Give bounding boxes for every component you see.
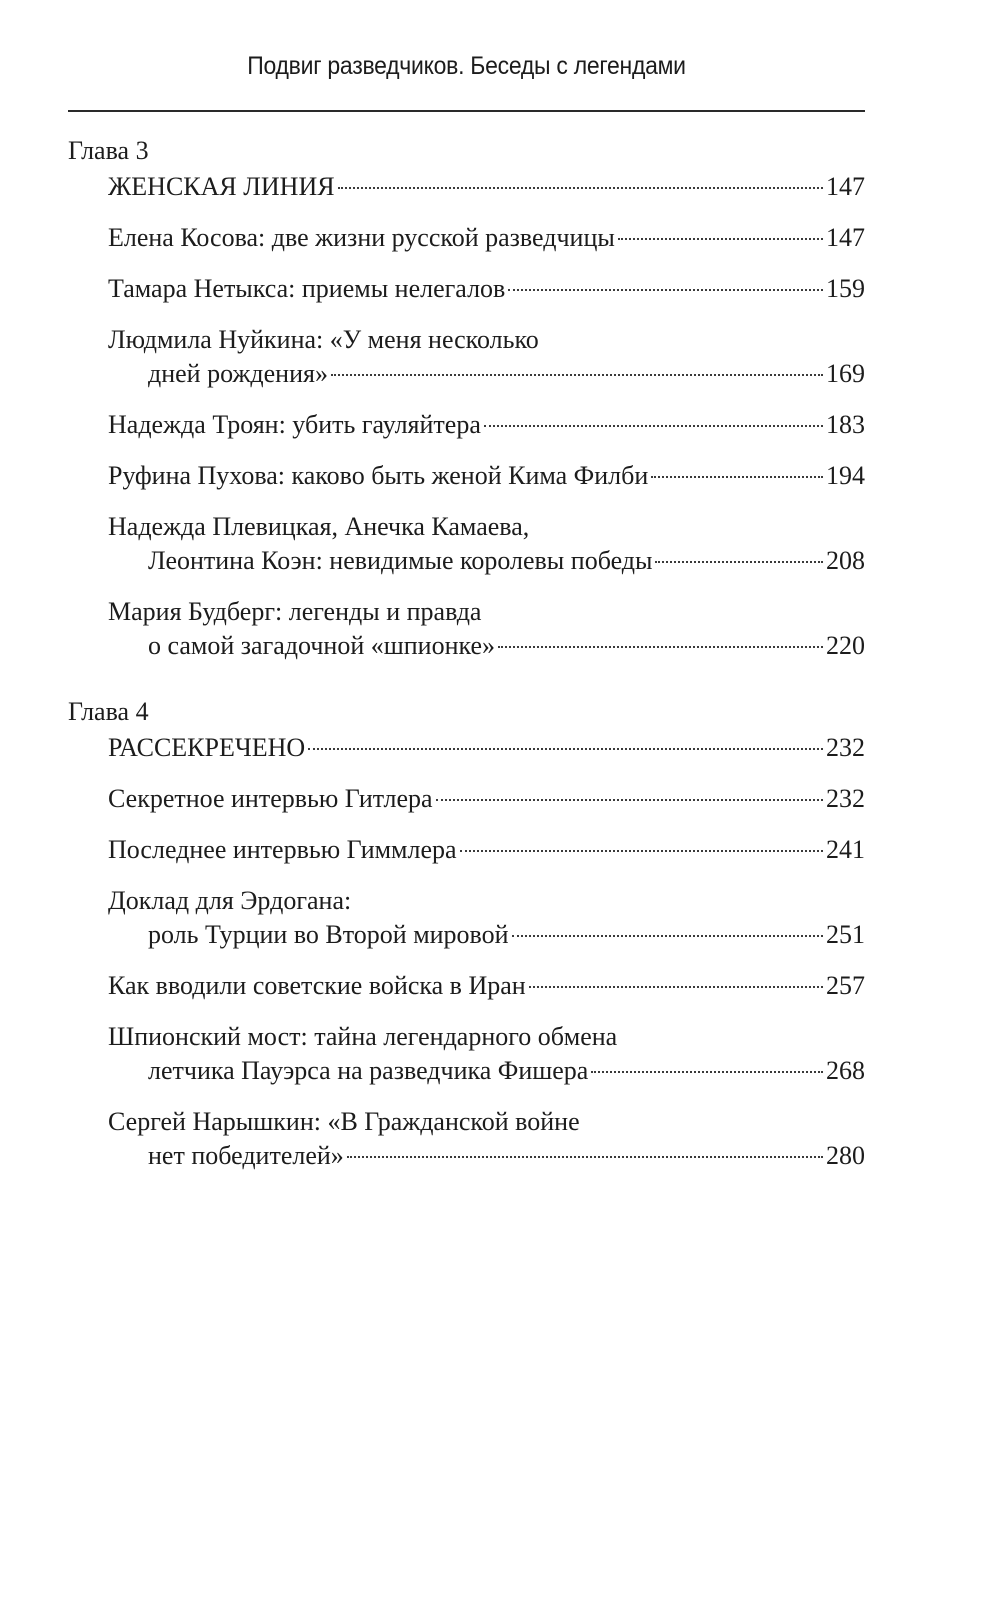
toc-entry[interactable] — [108, 510, 865, 578]
page-number: 147 — [826, 223, 865, 252]
page-number: 241 — [826, 835, 865, 864]
dot-leader — [512, 935, 823, 937]
entry-title-line: Надежда Плевицкая, Анечка Камаева, — [108, 512, 530, 541]
entry-leader-line — [108, 170, 865, 204]
entry-title-line: дней рождения» — [148, 359, 328, 388]
entry-leader-line — [108, 1054, 865, 1088]
entry-leader-line — [108, 1139, 865, 1173]
dot-leader — [331, 374, 823, 376]
entry-leader-line — [108, 969, 865, 1003]
toc-entry[interactable] — [108, 323, 865, 391]
entry-leader-line — [108, 629, 865, 663]
dot-leader — [347, 1156, 823, 1158]
dot-leader — [338, 187, 823, 189]
toc-entry[interactable] — [108, 833, 865, 867]
page-number: 159 — [826, 274, 865, 303]
entry-leader-line — [108, 731, 865, 765]
entry-title-line: о самой загадочной «шпионке» — [148, 631, 496, 660]
entry-title-line: Секретное интервью Гитлера — [108, 784, 433, 813]
entry-leader-line — [108, 357, 865, 391]
toc-entry[interactable] — [108, 782, 865, 816]
chapter-label: Глава 4 — [68, 697, 149, 726]
toc-entry[interactable] — [108, 459, 865, 493]
entry-title-line: Елена Косова: две жизни русской разведчицы — [108, 223, 615, 252]
page-number: 194 — [826, 461, 865, 490]
entry-title-line: Последнее интервью Гиммлера — [108, 835, 457, 864]
page-number: 147 — [826, 172, 865, 201]
entry-title-line: роль Турции во Второй мировой — [148, 920, 509, 949]
page-number: 169 — [826, 359, 865, 388]
page-number: 280 — [826, 1141, 865, 1170]
page-number: 251 — [826, 920, 865, 949]
dot-leader — [651, 476, 823, 478]
entry-leader-line — [108, 918, 865, 952]
dot-leader — [498, 646, 823, 648]
dot-leader — [618, 238, 823, 240]
entry-title-line: Людмила Нуйкина: «У меня несколько — [108, 325, 539, 354]
entry-title-line: нет победителей» — [148, 1141, 344, 1170]
chapter-block — [68, 693, 865, 1173]
page-number: 268 — [826, 1056, 865, 1085]
toc-entry[interactable] — [108, 408, 865, 442]
dot-leader — [436, 799, 823, 801]
entry-leader-line — [108, 408, 865, 442]
entry-leader-line — [108, 459, 865, 493]
page-number: 208 — [826, 546, 865, 575]
entry-title-line: Леонтина Коэн: невидимые королевы победы — [148, 546, 653, 575]
toc-entry[interactable] — [108, 969, 865, 1003]
entry-title-line: РАССЕКРЕЧЕНО — [108, 733, 306, 762]
page-number: 257 — [826, 971, 865, 1000]
entry-leader-line — [108, 833, 865, 867]
entry-leader-line — [108, 221, 865, 255]
toc-entry[interactable] — [108, 272, 865, 306]
dot-leader — [460, 850, 823, 852]
entry-leader-line — [108, 544, 865, 578]
entry-leader-line — [108, 272, 865, 306]
dot-leader — [591, 1071, 823, 1073]
entry-leader-line — [108, 782, 865, 816]
entry-title-line: Шпионский мост: тайна легендарного обмена — [108, 1022, 618, 1051]
entry-title-line: Сергей Нарышкин: «В Гражданской войне — [108, 1107, 580, 1136]
page-number: 220 — [826, 631, 865, 660]
toc-entry[interactable] — [108, 884, 865, 952]
toc-entry[interactable] — [108, 595, 865, 663]
table-of-contents — [68, 132, 865, 1173]
page-number: 232 — [826, 784, 865, 813]
toc-section-entry[interactable] — [108, 170, 865, 204]
entry-title-line: Тамара Нетыкса: приемы нелегалов — [108, 274, 506, 303]
running-title: Подвиг разведчиков. Беседы с легендами — [247, 52, 686, 80]
header-rule — [68, 110, 865, 112]
entry-title-line: Доклад для Эрдогана: — [108, 886, 352, 915]
dot-leader — [655, 561, 823, 563]
toc-entry[interactable] — [108, 1020, 865, 1088]
entry-title-line: ЖЕНСКАЯ ЛИНИЯ — [108, 172, 335, 201]
dot-leader — [508, 289, 823, 291]
dot-leader — [529, 986, 823, 988]
entry-title-line: летчика Пауэрса на разведчика Фишера — [148, 1056, 589, 1085]
entry-title-line: Как вводили советские войска в Иран — [108, 971, 526, 1000]
chapter-block — [68, 132, 865, 663]
entry-title-line: Мария Будберг: легенды и правда — [108, 597, 482, 626]
toc-entry[interactable] — [108, 1105, 865, 1173]
toc-entry[interactable] — [108, 221, 865, 255]
toc-section-entry[interactable] — [108, 731, 865, 765]
dot-leader — [308, 748, 823, 750]
chapter-label: Глава 3 — [68, 136, 149, 165]
entry-title-line: Надежда Троян: убить гауляйтера — [108, 410, 481, 439]
page-number: 183 — [826, 410, 865, 439]
entry-title-line: Руфина Пухова: каково быть женой Кима Филби — [108, 461, 649, 490]
dot-leader — [484, 425, 823, 427]
page-number: 232 — [826, 733, 865, 762]
